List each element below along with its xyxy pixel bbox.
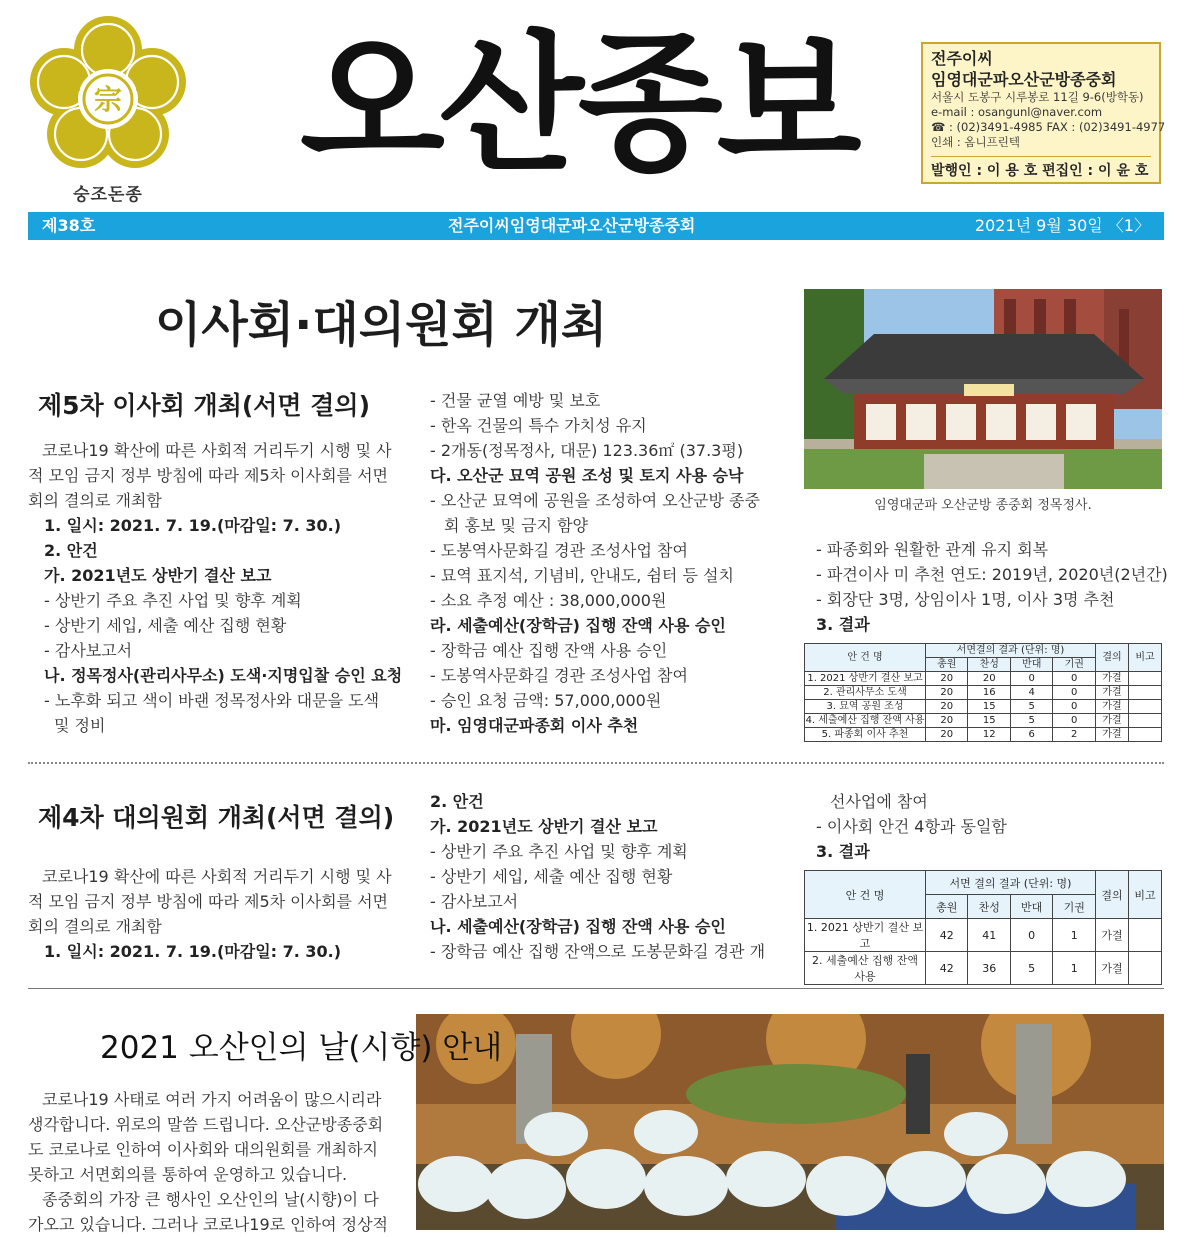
section2-title: 제4차 대의원회 개최(서면 결의) — [38, 803, 395, 832]
text-line: - 상반기 주요 추진 사업 및 향후 계획 — [44, 591, 302, 610]
table-cell-abs: 0 — [1053, 672, 1096, 686]
text-line: - 파종회와 원활한 관계 유지 회복 — [816, 540, 1049, 559]
issue-org: 전주이씨임영대군파오산군방종중회 — [448, 216, 696, 235]
section1-col2 — [430, 388, 790, 738]
publisher-editor: 발행인 : 이 용 호 편집인 : 이 윤 호 — [931, 156, 1151, 180]
table-cell-total: 42 — [926, 919, 968, 952]
text-line: 나. 정목정사(관리사무소) 도색·지명입찰 승인 요청 — [44, 666, 403, 685]
table-cell-item: 5. 파종회 이사 추천 — [805, 728, 926, 742]
table-cell-total: 42 — [926, 952, 968, 985]
text-line: - 상반기 세입, 세출 예산 집행 현황 — [430, 867, 673, 886]
text-line: 2. 안건 — [430, 792, 484, 811]
th-note: 비고 — [1129, 871, 1162, 919]
table-cell-yes: 15 — [968, 700, 1010, 714]
sihyang-ceremony-photo — [416, 1014, 1164, 1230]
th-yes: 찬성 — [968, 895, 1010, 919]
org-line2: 임영대군파오산군방종중회 — [931, 70, 1117, 89]
table-cell-yes: 15 — [968, 714, 1010, 728]
section2-intro — [28, 864, 398, 939]
section1-col3 — [816, 537, 1166, 637]
table-cell-yes: 41 — [968, 919, 1010, 952]
text-line: - 묘역 표지석, 기념비, 안내도, 쉼터 등 설치 — [430, 566, 734, 585]
table-cell-no: 5 — [1010, 714, 1052, 728]
table-row — [805, 728, 1162, 742]
text-line: 생각합니다. 위로의 말씀 드립니다. 오산군방종중회 — [28, 1115, 384, 1134]
table-row — [805, 714, 1162, 728]
table-row — [805, 952, 1162, 985]
masthead-title: 오산종보 — [300, 18, 856, 192]
table-cell-item: 2. 관리사무소 도색 — [805, 686, 926, 700]
text-line: - 상반기 주요 추진 사업 및 향후 계획 — [430, 842, 688, 861]
table-cell-item: 4. 세출예산 집행 잔액 사용 — [805, 715, 925, 726]
address: 서울시 도봉구 시루봉로 11길 9-6(방학동) — [931, 90, 1144, 104]
text-line: - 장학금 예산 집행 잔액 사용 승인 — [430, 641, 668, 660]
photo1-caption: 임영대군파 오산군방 종중회 정목정사. — [874, 498, 1092, 513]
section1-col1 — [28, 513, 403, 738]
section1-result-table — [804, 643, 1162, 742]
logo-char: 宗 — [93, 83, 123, 116]
table-cell-total: 20 — [926, 728, 968, 742]
table-cell-result: 가결 — [1096, 700, 1129, 714]
text-line: - 이사회 안건 4항과 동일함 — [816, 817, 1007, 836]
text-line: 3. 결과 — [816, 615, 870, 634]
th-note: 비고 — [1129, 644, 1162, 672]
text-line: 1. 일시: 2021. 7. 19.(마감일: 7. 30.) — [44, 516, 342, 535]
org-line1: 전주이씨 — [931, 49, 993, 68]
text-line: 나. 세출예산(장학금) 집행 잔액 사용 승인 — [430, 917, 726, 936]
text-line: - 감사보고서 — [430, 892, 519, 911]
text-line: - 파견이사 미 추천 연도: 2019년, 2020년(2년간) — [816, 565, 1168, 584]
headline: 이사회·대의원회 개최 — [155, 297, 608, 353]
text-line: 못하고 서면회의를 통하여 운영하고 있습니다. — [28, 1165, 348, 1184]
table-cell-abs: 0 — [1053, 714, 1096, 728]
phone: ☎ : (02)3491-4985 FAX : (02)3491-4977 — [931, 120, 1166, 134]
text-line: - 회장단 3명, 상임이사 1명, 이사 3명 추천 — [816, 590, 1115, 609]
publisher-info-box — [921, 42, 1166, 184]
plum-blossom-logo — [28, 12, 188, 202]
issue-number: 제38호 — [42, 216, 96, 235]
table-cell-no: 5 — [1010, 952, 1052, 985]
section-divider — [28, 762, 1164, 764]
table-cell-yes: 16 — [968, 686, 1010, 700]
table-cell-result: 가결 — [1096, 952, 1129, 985]
section2-col1 — [28, 939, 398, 964]
th-group: 서면 결의 결과 (단위: 명) — [926, 871, 1096, 895]
text-line: 코로나19 사태로 여러 가지 어려움이 많으시리라 — [42, 1090, 382, 1109]
table-cell-note — [1129, 952, 1162, 985]
text-line: 가. 2021년도 상반기 결산 보고 — [44, 566, 272, 585]
th-item: 안 건 명 — [805, 644, 926, 672]
text-line: 도 코로나로 인하여 이사회와 대의원회를 개최하지 — [28, 1140, 379, 1159]
section3-title: 2021 오산인의 날(시향) 안내 — [100, 1030, 503, 1066]
text-line: - 장학금 예산 집행 잔액으로 도봉문화길 경관 개 — [430, 942, 766, 961]
table-row — [805, 700, 1162, 714]
text-line: - 상반기 세입, 세출 예산 집행 현황 — [44, 616, 287, 635]
table-cell-no: 6 — [1010, 728, 1052, 742]
text-line: - 한옥 건물의 특수 가치성 유지 — [430, 416, 647, 435]
table-cell-no: 5 — [1010, 700, 1052, 714]
table-row — [805, 919, 1162, 952]
text-line: 종중회의 가장 큰 행사인 오산인의 날(시향)이 다 — [42, 1190, 379, 1209]
th-no: 반대 — [1010, 658, 1052, 672]
section-divider — [28, 988, 1164, 989]
email: e-mail : osangunl@naver.com — [931, 105, 1103, 119]
text-line: 가오고 있습니다. 그러나 코로나19로 인하여 정상적 — [28, 1215, 388, 1234]
table-cell-yes: 12 — [968, 728, 1010, 742]
text-line: - 오산군 묘역에 공원을 조성하여 오산군방 종중 — [430, 491, 760, 510]
th-group: 서면결의 결과 (단위: 명) — [926, 644, 1096, 658]
table-cell-note — [1129, 728, 1162, 742]
table-cell-note — [1129, 919, 1162, 952]
th-result: 결의 — [1096, 871, 1129, 919]
table-cell-result: 가결 — [1096, 714, 1129, 728]
text-line: 회 홍보 및 금지 함양 — [444, 516, 588, 535]
intro-line: 코로나19 확산에 따른 사회적 거리두기 시행 및 사 — [42, 441, 392, 460]
text-line: 선사업에 참여 — [830, 792, 928, 811]
table-cell-abs: 1 — [1053, 919, 1096, 952]
printer: 인쇄 : 옴니프린텍 — [931, 135, 1020, 149]
intro-line: 적 모임 금지 정부 방침에 따라 제5차 이사회를 서면 — [28, 892, 388, 911]
section3-body — [28, 1087, 408, 1237]
intro-line: 코로나19 확산에 따른 사회적 거리두기 시행 및 사 — [42, 867, 392, 886]
text-line: - 도봉역사문화길 경관 조성사업 참여 — [430, 541, 688, 560]
table-cell-item: 2. 세출예산 집행 잔액 사용 — [805, 952, 926, 985]
table-cell-item: 1. 2021 상반기 결산 보고 — [805, 919, 926, 952]
table-cell-yes: 36 — [968, 952, 1010, 985]
text-line: 3. 결과 — [816, 842, 870, 861]
intro-line: 적 모임 금지 정부 방침에 따라 제5차 이사회를 서면 — [28, 466, 388, 485]
text-line: - 노후화 되고 색이 바랜 정목정사와 대문을 도색 — [44, 691, 380, 710]
table-cell-total: 20 — [926, 700, 968, 714]
table-cell-note — [1129, 700, 1162, 714]
text-line: - 승인 요청 금액: 57,000,000원 — [430, 691, 662, 710]
section1-title: 제5차 이사회 개최(서면 결의) — [38, 391, 371, 420]
table-cell-abs: 1 — [1053, 952, 1096, 985]
intro-line: 회의 결의로 개최함 — [28, 917, 162, 936]
text-line: - 건물 균열 예방 및 보호 — [430, 391, 601, 410]
section2-col3 — [816, 789, 1166, 864]
section2-col2 — [430, 789, 790, 964]
th-item: 안 건 명 — [805, 871, 926, 919]
th-total: 총원 — [926, 895, 968, 919]
table-cell-note — [1129, 672, 1162, 686]
text-line: 마. 임영대군파종회 이사 추천 — [430, 716, 639, 735]
text-line: - 감사보고서 — [44, 641, 133, 660]
table-cell-abs: 2 — [1053, 728, 1096, 742]
logo-caption: 숭조돈종 — [73, 185, 143, 205]
text-line: - 2개동(정목정사, 대문) 123.36㎡ (37.3평) — [430, 441, 744, 460]
text-line: 가. 2021년도 상반기 결산 보고 — [430, 817, 658, 836]
table-cell-note — [1129, 714, 1162, 728]
table-cell-total: 20 — [926, 714, 968, 728]
table-cell-result: 가결 — [1096, 672, 1129, 686]
table-cell-no: 0 — [1010, 919, 1052, 952]
text-line: - 도봉역사문화길 경관 조성사업 참여 — [430, 666, 688, 685]
section2-result-table — [804, 870, 1162, 985]
text-line: 라. 세출예산(장학금) 집행 잔액 사용 승인 — [430, 616, 726, 635]
table-cell-item: 3. 묘역 공원 조성 — [805, 700, 926, 714]
table-row — [805, 686, 1162, 700]
text-line: 및 정비 — [54, 716, 106, 735]
issue-date: 2021년 9월 30일 〈1〉 — [974, 216, 1150, 235]
table-cell-no: 4 — [1010, 686, 1052, 700]
table-cell-no: 0 — [1010, 672, 1052, 686]
text-line: 1. 일시: 2021. 7. 19.(마감일: 7. 30.) — [44, 942, 342, 961]
table-cell-total: 20 — [926, 672, 968, 686]
table-cell-result: 가결 — [1096, 686, 1129, 700]
section1-intro — [28, 438, 398, 513]
th-result: 결의 — [1096, 644, 1129, 672]
table-cell-abs: 0 — [1053, 686, 1096, 700]
table-cell-yes: 20 — [968, 672, 1010, 686]
table-cell-result: 가결 — [1096, 728, 1129, 742]
text-line: - 소요 추정 예산 : 38,000,000원 — [430, 591, 667, 610]
th-total: 총원 — [926, 658, 968, 672]
table-cell-total: 20 — [926, 686, 968, 700]
table-cell-item: 1. 2021 상반기 결산 보고 — [805, 672, 926, 686]
text-line: 다. 오산군 묘역 공원 조성 및 토지 사용 승낙 — [430, 466, 744, 485]
th-abs: 기권 — [1053, 895, 1096, 919]
intro-line: 회의 결의로 개최함 — [28, 491, 162, 510]
th-abs: 기권 — [1053, 658, 1096, 672]
th-no: 반대 — [1010, 895, 1052, 919]
text-line: 2. 안건 — [44, 541, 98, 560]
issue-bar — [28, 212, 1164, 240]
table-cell-result: 가결 — [1096, 919, 1129, 952]
table-cell-abs: 0 — [1053, 700, 1096, 714]
th-yes: 찬성 — [968, 658, 1010, 672]
table-row — [805, 672, 1162, 686]
table-cell-note — [1129, 686, 1162, 700]
jeongmok-jeongsa-photo — [804, 289, 1162, 489]
